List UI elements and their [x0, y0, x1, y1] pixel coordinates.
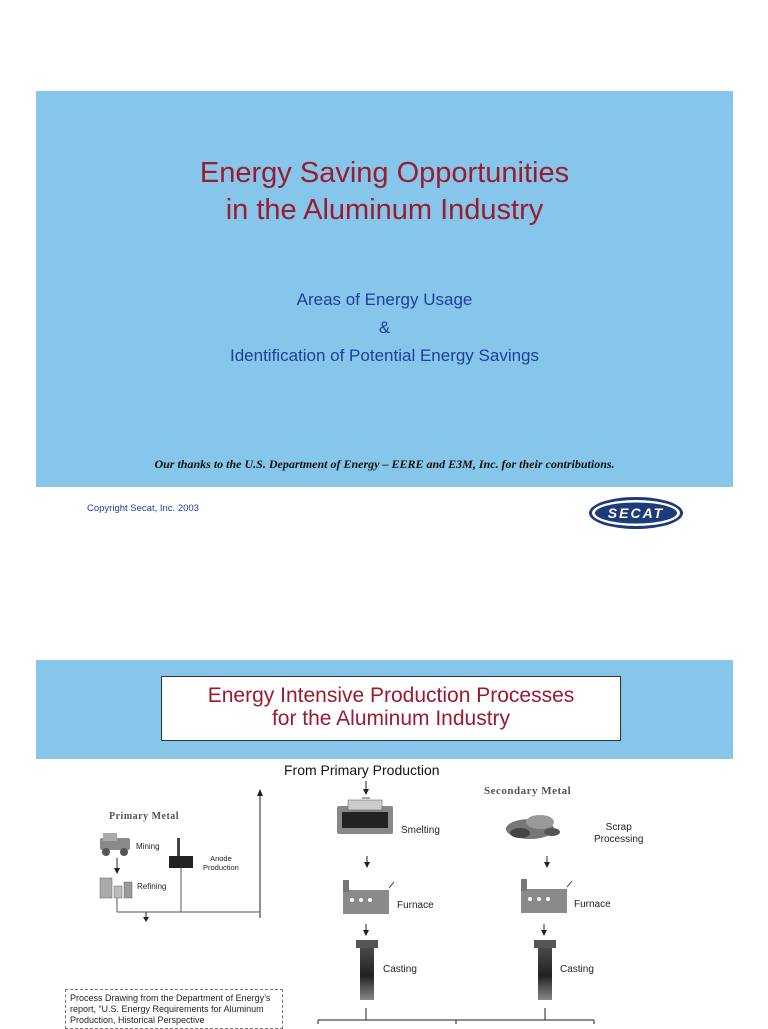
smelting-label: Smelting — [401, 825, 440, 836]
slide1-subtitle-line1: Areas of Energy Usage — [296, 290, 473, 309]
furnace-right-label: Furnace — [574, 899, 611, 910]
refining-icon — [100, 878, 132, 898]
casting-right-icon — [534, 940, 556, 1000]
scrap-pile-icon — [506, 815, 560, 839]
casting-left-icon — [356, 940, 378, 1000]
slide1-title-line1: Energy Saving Opportunities — [199, 157, 570, 189]
primary-axis-arrowhead — [257, 789, 263, 796]
refining-label: Refining — [137, 882, 167, 891]
anode-production-label — [203, 854, 239, 872]
furnace-right-icon — [521, 879, 572, 913]
casting-left-label: Casting — [383, 964, 417, 975]
scrap-label-line2: Processing — [594, 834, 644, 845]
anode-label-line2: Production — [203, 863, 239, 872]
smelting-cell-icon — [337, 798, 393, 834]
slide2-title-line1: Energy Intensive Production Processes — [207, 684, 575, 707]
casting-right-label: Casting — [560, 964, 594, 975]
slide1-subtitle-ampersand: & — [378, 318, 391, 337]
mining-label: Mining — [136, 842, 160, 851]
source-note: Process Drawing from the Department of Energy’s report, “U.S. Energy Requirements for Aluminum Production, Historical Perspective — [65, 989, 283, 1029]
anode-production-icon — [169, 838, 193, 868]
copyright-text: Copyright Secat, Inc. 2003 — [87, 503, 199, 514]
scrap-label-line1: Scrap — [605, 822, 632, 833]
secondary-metal-label: Secondary Metal — [484, 785, 572, 797]
mining-truck-icon — [100, 833, 130, 856]
primary-metal-label: Primary Metal — [109, 811, 180, 822]
furnace-left-icon — [343, 880, 394, 914]
furnace-left-label: Furnace — [397, 900, 434, 911]
slide1-thanks-note: Our thanks to the U.S. Department of Energy – EERE and E3M, Inc. for their contributions. — [154, 457, 615, 471]
from-primary-production-label: From Primary Production — [284, 762, 440, 778]
scrap-processing-label — [594, 822, 643, 846]
logo-text: SECAT — [607, 505, 665, 521]
slide2-title-line2: for the Aluminum Industry — [271, 707, 511, 730]
anode-label-line1: Anode — [210, 854, 232, 863]
slide1-title-line2: in the Aluminum Industry — [225, 194, 544, 226]
slide1-subtitle-line3: Identification of Potential Energy Savings — [229, 346, 540, 365]
